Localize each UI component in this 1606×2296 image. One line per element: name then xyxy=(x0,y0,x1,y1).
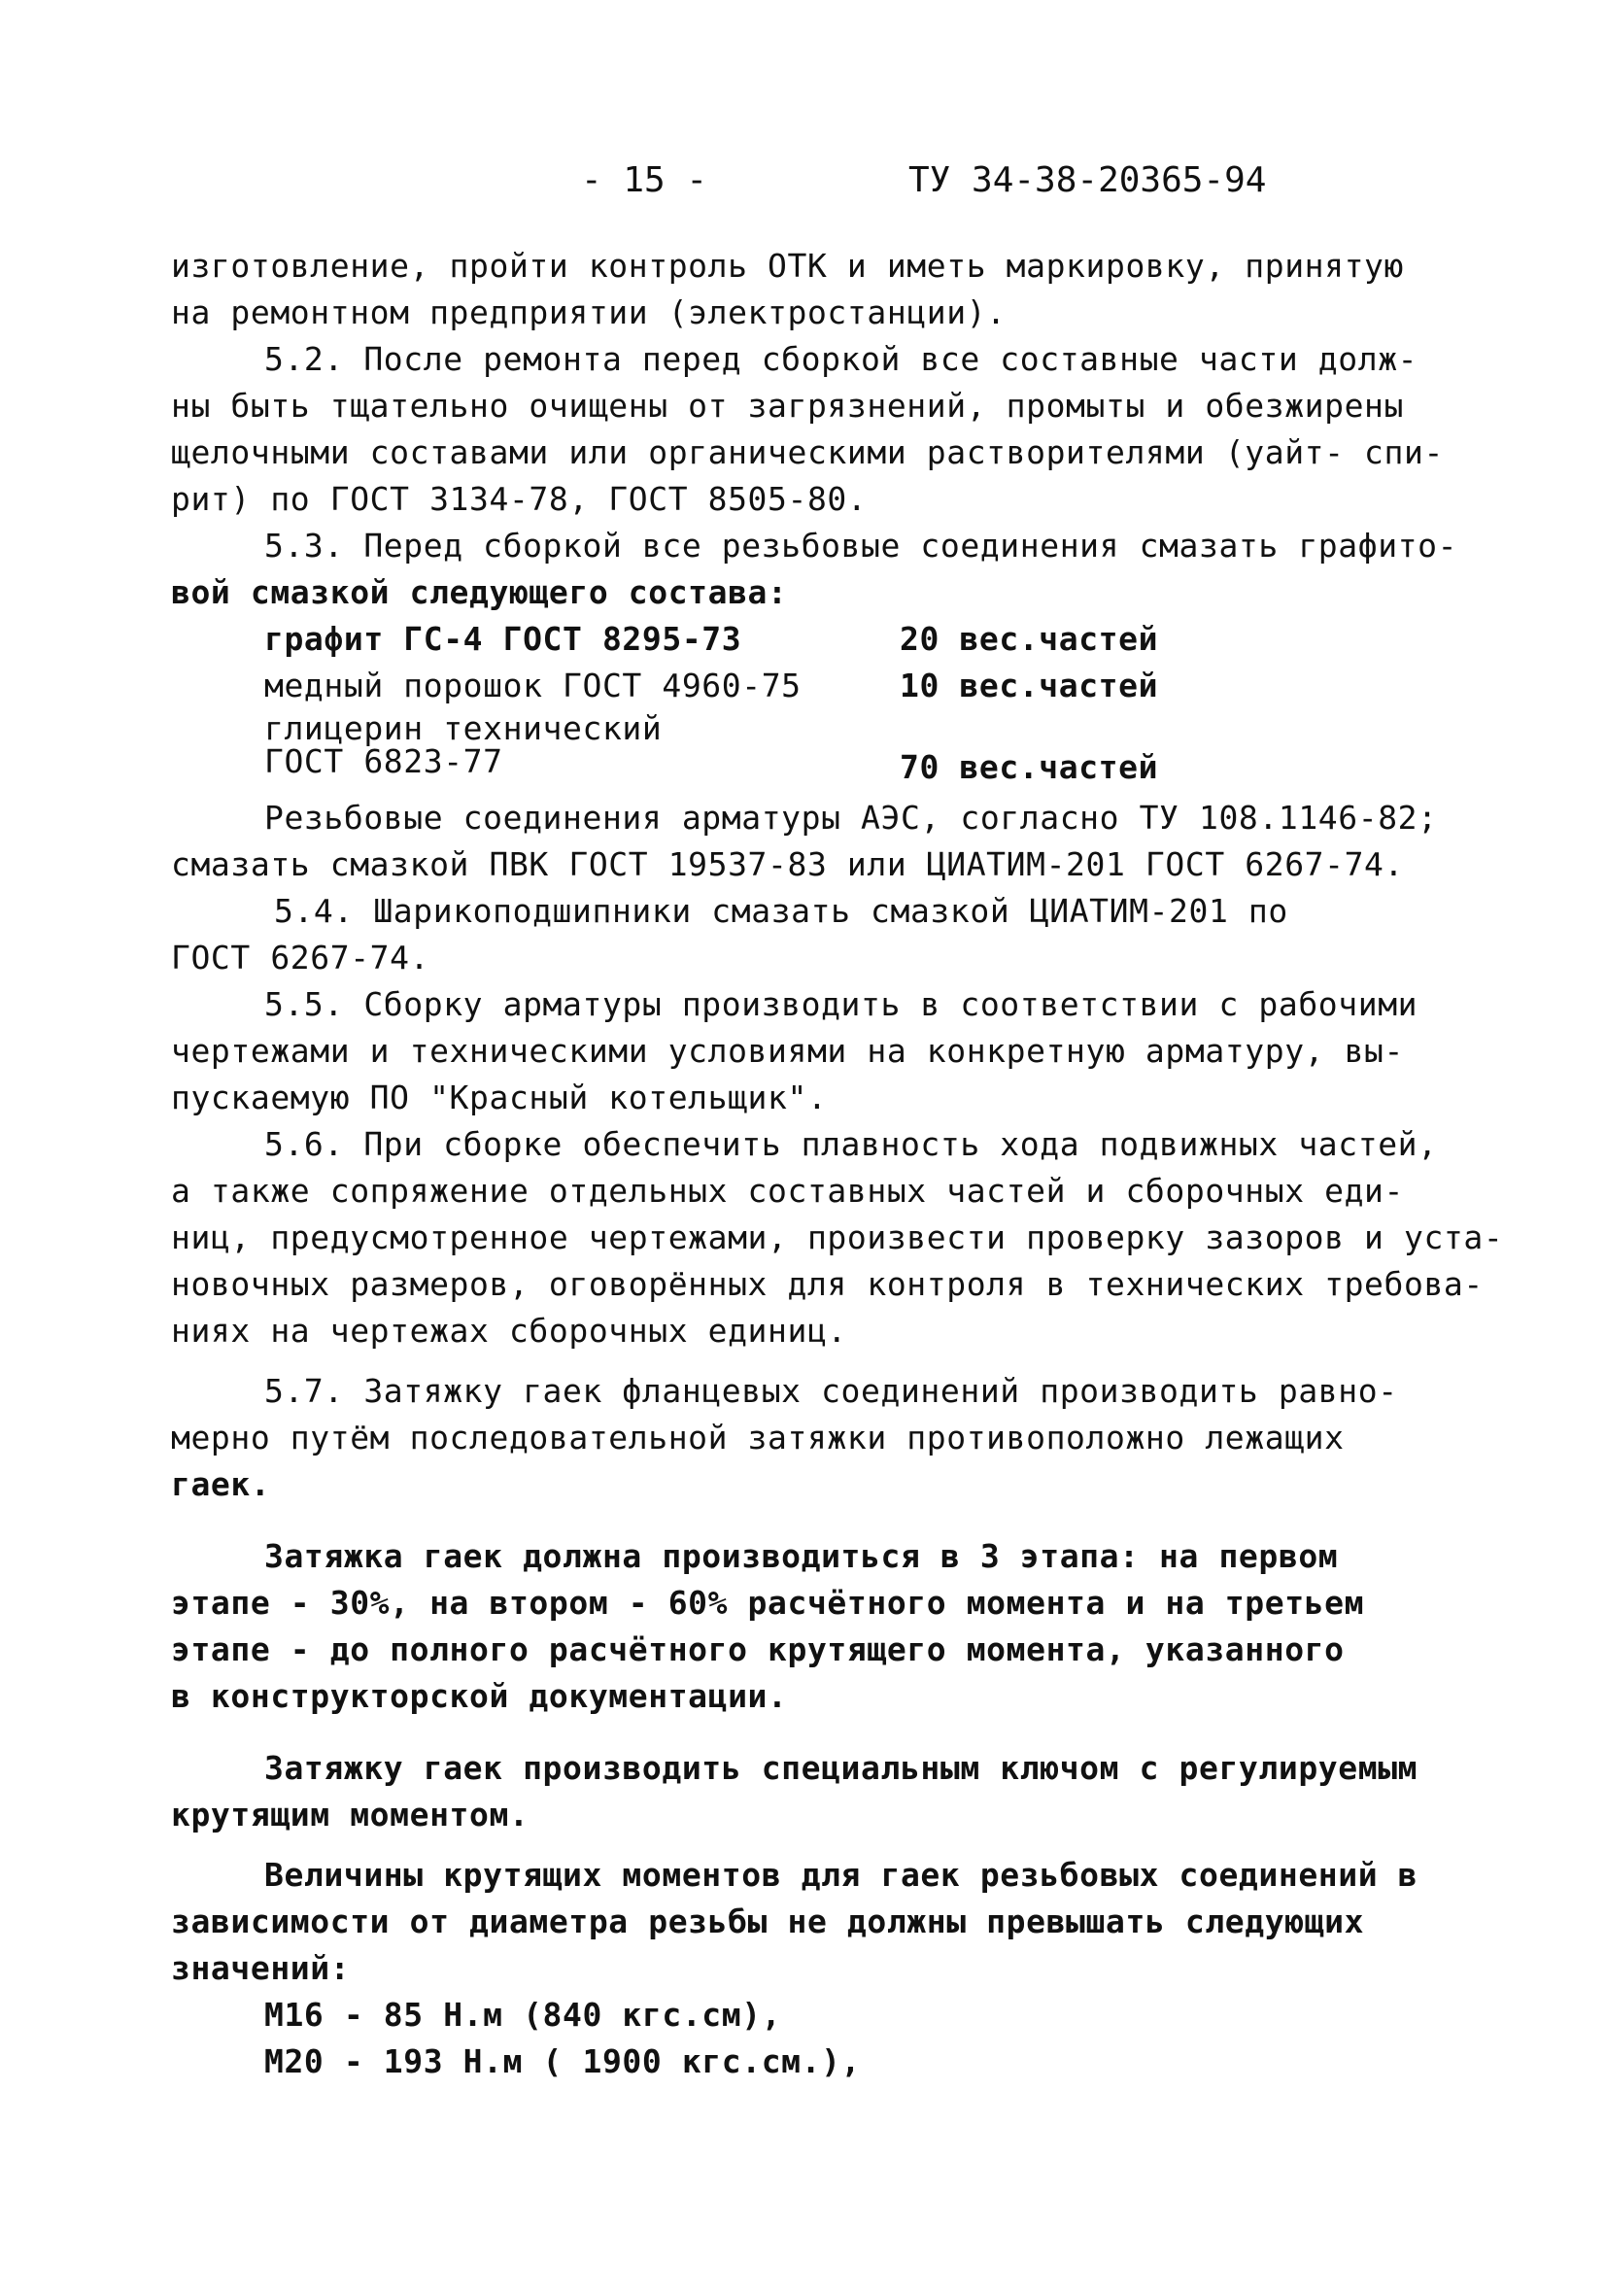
section-5-3-line: 5.3. Перед сборкой все резьбовые соединения смазать графито- xyxy=(264,527,1458,565)
wrench-line: Затяжку гаек производить специальным ключом с регулируемым xyxy=(264,1749,1418,1787)
recipe-qty: 10 вес.частей xyxy=(900,667,1159,704)
aes-line: смазать смазкой ПВК ГОСТ 19537-83 или ЦИАТИМ-201 ГОСТ 6267-74. xyxy=(171,845,1404,883)
recipe-name-standard: ГОСТ 6823-77 xyxy=(264,742,503,780)
section-5-7-line: мерно путём последовательной затяжки противоположно лежащих xyxy=(171,1419,1345,1456)
torque-values-line: значений: xyxy=(171,1949,351,1987)
recipe-name: графит ГС-4 ГОСТ 8295-73 xyxy=(264,620,742,658)
document-body xyxy=(171,243,1504,2085)
torque-value-m20: М20 - 193 Н.м ( 1900 кгс.см.), xyxy=(264,2042,862,2080)
section-5-2-line: рит) по ГОСТ 3134-78, ГОСТ 8505-80. xyxy=(171,480,868,518)
stages-line: в конструкторской документации. xyxy=(171,1677,788,1715)
section-5-3-line: вой смазкой следующего состава: xyxy=(171,573,788,611)
torque-values-line: Величины крутящих моментов для гаек резьбовых соединений в xyxy=(264,1856,1418,1894)
recipe-name: медный порошок ГОСТ 4960-75 xyxy=(264,667,802,704)
recipe-qty: 70 вес.частей xyxy=(900,748,1159,786)
section-5-4-line: ГОСТ 6267-74. xyxy=(171,939,430,977)
section-5-6-line: новочных размеров, оговорённых для контроля в технических требова- xyxy=(171,1265,1484,1303)
section-5-2-line: щелочными составами или органическими растворителями (уайт- спи- xyxy=(171,433,1444,471)
section-5-5-line: 5.5. Сборку арматуры производить в соответствии с рабочими xyxy=(264,985,1418,1023)
stages-line: этапе - до полного расчётного крутящего момента, указанного xyxy=(171,1630,1345,1668)
section-5-2-line: 5.2. После ремонта перед сборкой все составные части долж- xyxy=(264,340,1418,378)
page-number: - 15 - xyxy=(581,160,708,200)
torque-values-line: зависимости от диаметра резьбы не должны превышать следующих xyxy=(171,1902,1365,1940)
recipe-row xyxy=(171,616,1434,663)
recipe-row xyxy=(171,663,1434,709)
recipe-qty: 20 вес.частей xyxy=(900,620,1159,658)
section-5-6-line: а также сопряжение отдельных составных частей и сборочных еди- xyxy=(171,1172,1404,1210)
recipe-row xyxy=(171,709,1434,795)
section-5-6-line: ниц, предусмотренное чертежами, произвести проверку зазоров и уста- xyxy=(171,1218,1504,1256)
stages-line: этапе - 30%, на втором - 60% расчётного момента и на третьем xyxy=(171,1584,1365,1622)
text-line: изготовление, пройти контроль ОТК и иметь маркировку, принятую xyxy=(171,247,1404,285)
section-5-7-line: 5.7. Затяжку гаек фланцевых соединений производить равно- xyxy=(264,1372,1398,1410)
section-5-6-line: 5.6. При сборке обеспечить плавность хода подвижных частей, xyxy=(264,1125,1438,1163)
section-5-5-line: чертежами и техническими условиями на конкретную арматуру, вы- xyxy=(171,1032,1404,1070)
section-5-5-line: пускаемую ПО "Красный котельщик". xyxy=(171,1079,828,1116)
section-5-7-line: гаек. xyxy=(171,1465,271,1503)
text-line: на ремонтном предприятии (электростанции). xyxy=(171,293,1007,331)
section-5-2-line: ны быть тщательно очищены от загрязнений, промыты и обезжирены xyxy=(171,387,1404,425)
torque-value-m16: М16 - 85 Н.м (840 кгс.см), xyxy=(264,1996,782,2034)
section-5-4-line: 5.4. Шарикоподшипники смазать смазкой ЦИАТИМ-201 по xyxy=(274,892,1288,930)
recipe-name: глицерин технический xyxy=(264,709,663,747)
aes-line: Резьбовые соединения арматуры АЭС, согласно ТУ 108.1146-82; xyxy=(264,799,1438,837)
document-number: ТУ 34-38-20365-94 xyxy=(908,160,1267,200)
section-5-6-line: ниях на чертежах сборочных единиц. xyxy=(171,1312,847,1350)
wrench-line: крутящим моментом. xyxy=(171,1796,530,1833)
stages-line: Затяжка гаек должна производиться в 3 этапа: на первом xyxy=(264,1537,1339,1575)
